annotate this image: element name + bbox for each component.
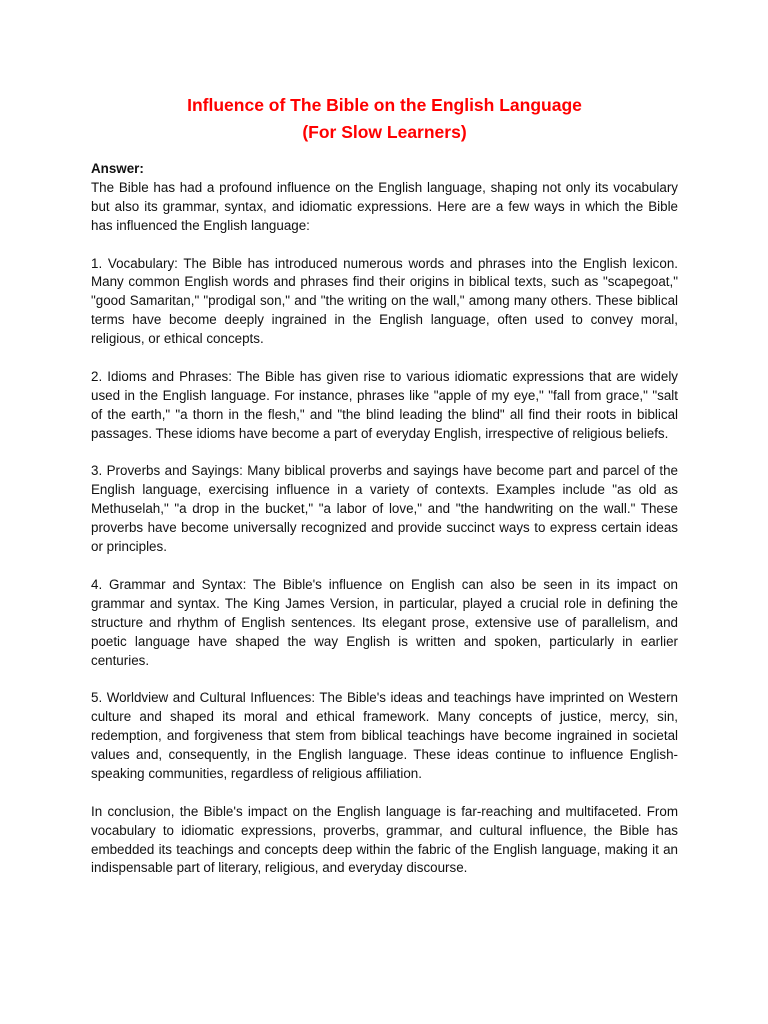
paragraph-conclusion: In conclusion, the Bible's impact on the English language is far-reaching and multifaceted. From vocabulary to idiomatic expressions, proverbs, grammar, and cultural influence, the Bible has embedded its teachings and concepts deep within the fabric of the English language, making it an indispensable part of literary, religious, and everyday discourse. xyxy=(91,803,678,876)
answer-label: Answer: xyxy=(91,161,144,176)
paragraph-intro: The Bible has had a profound influence on the English language, shaping not only its vocabulary but also its grammar, syntax, and idiomatic expressions. Here are a few ways in which the Bible has influenced the English language: xyxy=(91,179,678,233)
title-line-1: Influence of The Bible on the English Language xyxy=(187,95,582,115)
title-line-2: (For Slow Learners) xyxy=(302,122,467,142)
paragraph-worldview: 5. Worldview and Cultural Influences: The Bible's ideas and teachings have imprinted on Western culture and shaped its moral and ethical framework. Many concepts of justice, mercy, sin, redemption, and forgiveness that stem from biblical teachings have become ingrained in societal values and, consequently, in the English language. These ideas continue to influence English-speaking communities, regardless of religious affiliation. xyxy=(91,690,678,781)
paragraph-grammar: 4. Grammar and Syntax: The Bible's influence on English can also be seen in its impact on grammar and syntax. The King James Version, in particular, played a crucial role in defining the structure and rhythm of English sentences. Its elegant prose, extensive use of parallelism, and poetic language have shaped the way English is written and spoken, particularly in earlier centuries. xyxy=(91,576,678,668)
document-content xyxy=(91,92,678,878)
paragraph-idioms: 2. Idioms and Phrases: The Bible has given rise to various idiomatic expressions that are widely used in the English language. For instance, phrases like "apple of my eye," "fall from grace," "salt of the earth," "a thorn in the flesh," and "the blind leading the blind" all find their roots in biblical passages. These idioms have become a part of everyday English, irrespective of religious beliefs. xyxy=(91,368,678,441)
paragraph-proverbs: 3. Proverbs and Sayings: Many biblical proverbs and sayings have become part and parcel of the English language, exercising influence in a variety of contexts. Examples include "as old as Methuselah," "a drop in the bucket," "a labor of love," and "the handwriting on the wall." These proverbs have become universally recognized and provide succinct ways to express certain ideas or principles. xyxy=(91,463,678,555)
document-title xyxy=(91,92,678,146)
paragraph-vocabulary: 1. Vocabulary: The Bible has introduced numerous words and phrases into the English lexicon. Many common English words and phrases find their origins in biblical texts, such as "scapegoat," "good Samaritan," "prodigal son," and "the writing on the wall," among many others. These biblical terms have become deeply ingrained in the English language, often used to convey moral, religious, or ethical concepts. xyxy=(91,255,678,347)
